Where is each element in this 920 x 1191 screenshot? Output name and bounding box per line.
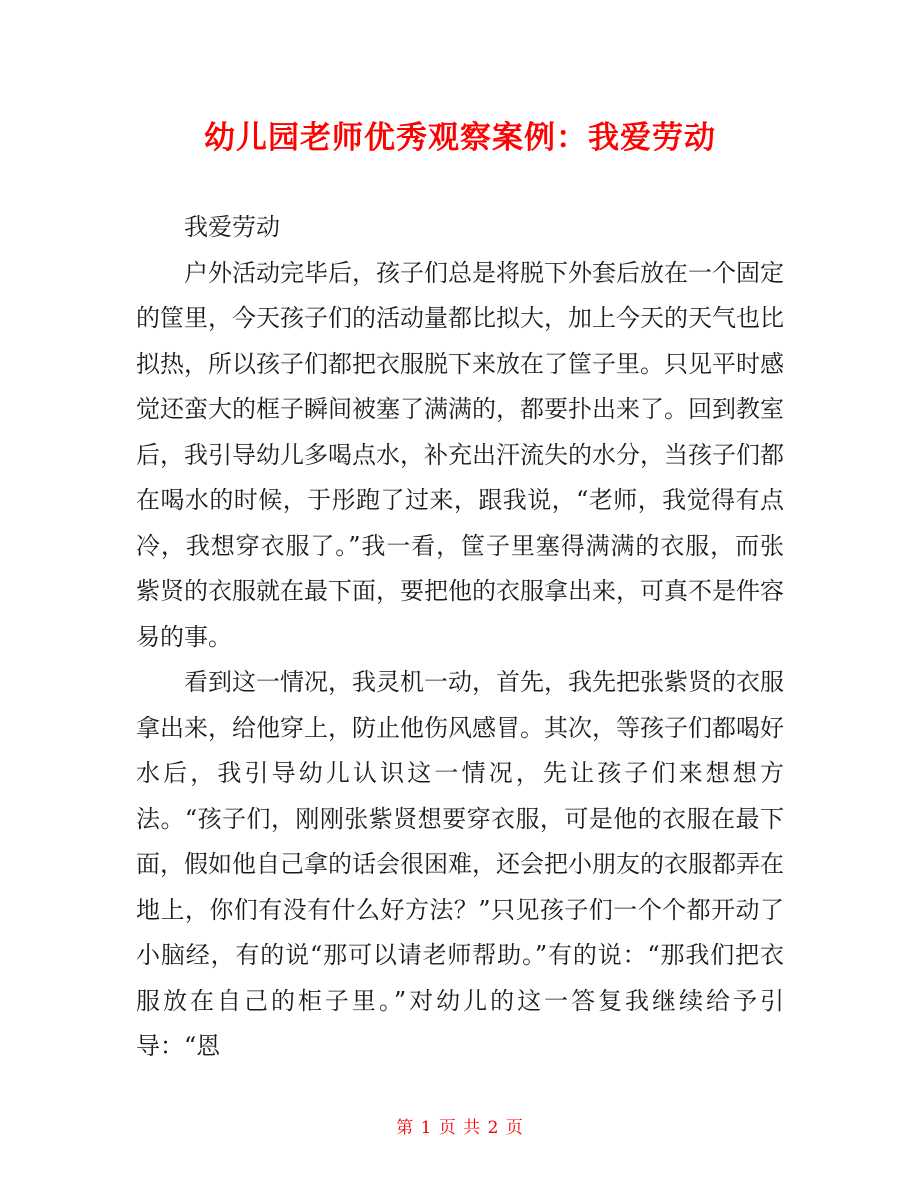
subtitle-paragraph: 我爱劳动: [184, 213, 280, 241]
page-number-footer: 第 1 页 共 2 页: [396, 1118, 524, 1138]
body-paragraph-1: 户外活动完毕后，孩子们总是将脱下外套后放在一个固定的筐里，今天孩子们的活动量都比拟大，加上今天的天气也比拟热，所以孩子们都把衣服脱下来放在了筐子里。只见平时感觉还蛮大的框子瞬间被塞了满满的，都要扑出来了。回到教室后，我引导幼儿多喝点水，补充出汗流失的水分，当孩子们都在喝水的时候，于彤跑了过来，跟我说，“老师，我觉得有点冷，我想穿衣服了。”我一看，筐子里塞得满满的衣服，而张紫贤的衣服就在最下面，要把他的衣服拿出来，可真不是件容易的事。: [136, 258, 784, 651]
document-body: [136, 205, 784, 1070]
document-title: 幼儿园老师优秀观察案例：我爱劳动: [204, 120, 716, 156]
body-paragraph-2: 看到这一情况，我灵机一动，首先，我先把张紫贤的衣服拿出来，给他穿上，防止他伤风感冒。其次，等孩子们都喝好水后，我引导幼儿认识这一情况，先让孩子们来想想方法。“孩子们，刚刚张紫贤想要穿衣服，可是他的衣服在最下面，假如他自己拿的话会很困难，还会把小朋友的衣服都弄在地上，你们有没有什么好方法？”只见孩子们一个个都开动了小脑经，有的说“那可以请老师帮助。”有的说：“那我们把衣服放在自己的柜子里。”对幼儿的这一答复我继续给予引导：“恩: [136, 668, 784, 1060]
